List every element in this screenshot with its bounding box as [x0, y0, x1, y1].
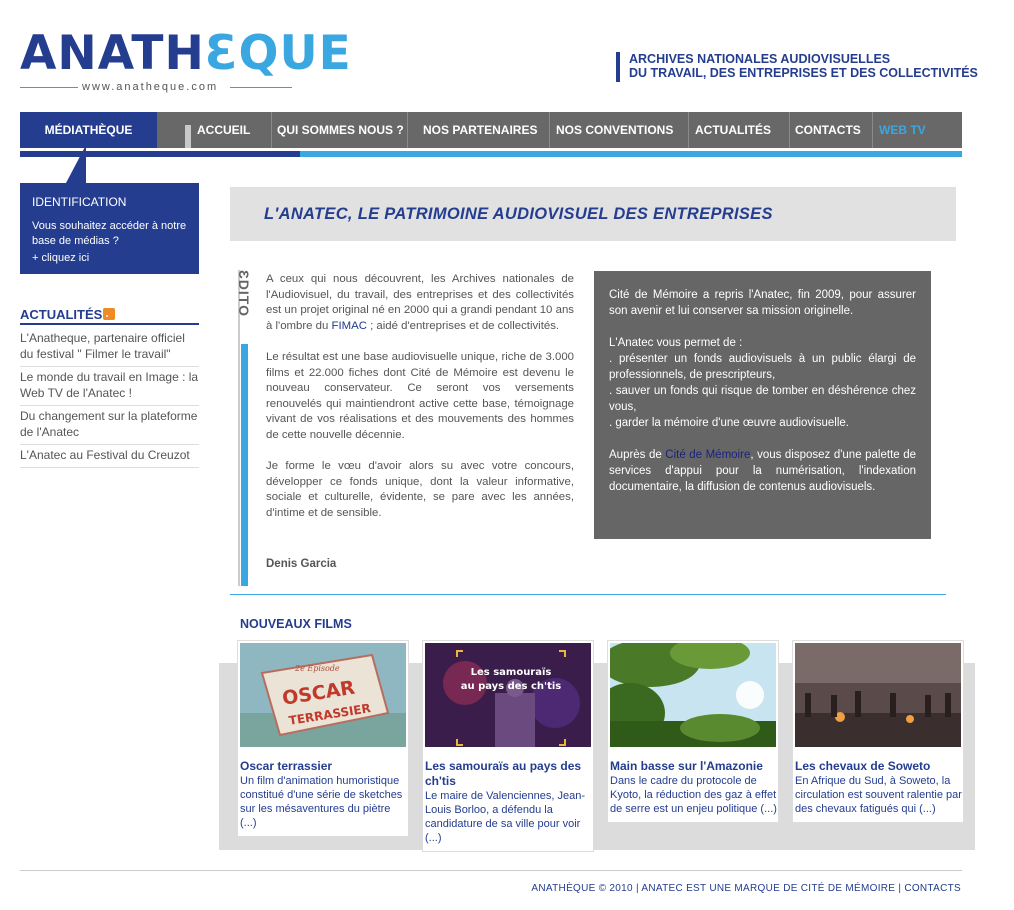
film-card[interactable] — [422, 640, 594, 852]
film-thumbnail[interactable] — [425, 643, 591, 747]
svg-text:au pays des ch'tis: au pays des ch'tis — [460, 681, 562, 692]
nav-accueil[interactable]: ACCUEIL — [197, 123, 251, 137]
rss-icon[interactable] — [103, 308, 115, 320]
film-thumbnail[interactable] — [795, 643, 961, 747]
nav-web-tv[interactable]: WEB TV — [879, 123, 926, 137]
section-divider — [230, 594, 946, 595]
svg-text:2e Episode: 2e Episode — [295, 664, 340, 673]
nav-separator — [407, 112, 408, 148]
nav-contacts[interactable]: CONTACTS — [795, 123, 861, 137]
film-title[interactable]: Oscar terrassier — [240, 759, 333, 773]
edito-bar — [241, 344, 248, 586]
nav-separator — [688, 112, 689, 148]
footer: ANATHÈQUE © 2010 | ANATEC EST UNE MARQUE DE CITÉ DE MÉMOIRE | CONTACTS — [531, 883, 961, 894]
logo-url: www.anatheque.com — [82, 81, 219, 93]
nav-separator — [549, 112, 550, 148]
logo-rule-right — [230, 87, 292, 88]
news-item[interactable]: Le monde du travail en Image : la Web TV de l'Anatec ! — [20, 367, 199, 406]
film-title[interactable]: Les samouraïs au pays des ch'tis — [425, 759, 582, 788]
svg-text:Les samouraïs: Les samouraïs — [470, 667, 552, 678]
site-tagline — [616, 52, 978, 82]
identification-text: Vous souhaitez accéder à notre base de médias ? — [32, 220, 187, 247]
main-navigation — [20, 112, 962, 148]
nav-accent-bar — [185, 125, 191, 148]
page-title: L'ANATEC, LE PATRIMOINE AUDIOVISUEL DES ENTREPRISES — [264, 205, 773, 223]
film-description: Le maire de Valenciennes, Jean-Louis Borloo, a défendu la candidature de sa ville pour voir (...) — [425, 790, 586, 844]
news-title: ACTUALITÉS — [20, 307, 103, 322]
nav-qui-sommes-nous[interactable]: QUI SOMMES NOUS ? — [277, 123, 404, 137]
news-rule — [20, 323, 199, 325]
film-thumbnail[interactable] — [240, 643, 406, 747]
identification-title: IDENTIFICATION — [32, 195, 127, 209]
film-description: En Afrique du Sud, à Soweto, la circulation est souvent ralentie par des chevaux fatigués qui (...) — [795, 775, 962, 815]
svg-text:OSCAR: OSCAR — [280, 676, 357, 710]
identification-link[interactable]: + cliquez ici — [32, 252, 90, 264]
film-title[interactable]: Main basse sur l'Amazonie — [610, 759, 763, 773]
films-section-title: NOUVEAUX FILMS — [240, 617, 352, 631]
edito-text: A ceux qui nous découvrent, les Archives nationales de l'Audiovisuel, du travail, des entreprises et des collectivités est un projet original né en 2000 qui a grandi pendant 10 ans à l'ombre du FIMAC ; aidé d'entreprises et de collectivités. Le résultat est une base audiovisuelle unique, riche de 3.000 films et 22.000 fiches dont Cité de Mémoire est devenu le nouveau conservateur. Ce seront vos versements renouvelés qui maintiendront active cette base, témoignage vivant de vos réalisations et des mouvements des hommes de cette nouvelle décennie. Je forme le vœu d'avoir alors su avec votre concours, développer ce fonds unique, dont la valeur informative, sociale et culturelle, évidente, se pare avec les années, d'intime et de sensible. — [266, 273, 574, 519]
film-card[interactable] — [607, 640, 779, 823]
film-description: Un film d'animation humoristique constitué d'une série de sketches sur les mésaventures du piètre (...) — [240, 775, 403, 829]
nav-actualites[interactable]: ACTUALITÉS — [695, 123, 771, 137]
nav-nos-conventions[interactable]: NOS CONVENTIONS — [556, 123, 674, 137]
news-item[interactable]: L'Anatec au Festival du Creuzot — [20, 445, 199, 468]
nav-nos-partenaires[interactable]: NOS PARTENAIRES — [423, 123, 538, 137]
svg-text:TERRASSIER: TERRASSIER — [287, 701, 372, 728]
edito-label: ƐDITO — [236, 270, 252, 317]
nav-pointer — [66, 145, 86, 183]
cite-de-memoire-link[interactable]: Cité de Mémoire — [665, 449, 751, 461]
nav-separator — [872, 112, 873, 148]
footer-contacts-link[interactable]: CONTACTS — [904, 883, 961, 894]
film-description: Dans le cadre du protocole de Kyoto, la réduction des gaz à effet de serre est un enjeu politique (...) — [610, 775, 777, 815]
info-box: Cité de Mémoire a repris l'Anatec, fin 2009, pour assurer son avenir et lui conserver sa mission originelle. L'Anatec vous permet de : . présenter un fonds audiovisuels à un public élargi de professionnels, de prescripteurs, . sauver un fonds qui risque de tomber en déshérence chez vous, . garder la mémoire d'une œuvre audiovisuelle. Auprès de Cité de Mémoire, vous disposez d'une palette de services d'appui pour la numérisation, l'indexation documentaire, la diffusion de contenus audiovisuels. — [594, 271, 931, 539]
news-item[interactable]: Du changement sur la plateforme de l'Anatec — [20, 406, 199, 445]
news-item[interactable]: L'Anatheque, partenaire officiel du festival " Filmer le travail" — [20, 328, 199, 367]
film-card[interactable] — [792, 640, 964, 823]
nav-mediatheque[interactable]: MÉDIATHÈQUE — [20, 112, 157, 148]
tagline-line-1: ARCHIVES NATIONALES AUDIOVISUELLES — [629, 52, 891, 66]
main-title-box — [230, 187, 956, 241]
identification-panel — [20, 183, 199, 274]
edito-signature: Denis Garcia — [266, 558, 337, 570]
nav-separator — [271, 112, 272, 148]
site-logo[interactable] — [20, 26, 352, 94]
film-title[interactable]: Les chevaux de Soweto — [795, 759, 931, 773]
film-thumbnail[interactable] — [610, 643, 776, 747]
fimac-link[interactable]: FIMAC — [331, 319, 367, 332]
nav-separator — [789, 112, 790, 148]
footer-rule — [20, 870, 962, 871]
film-card[interactable] — [237, 640, 409, 837]
tagline-line-2: DU TRAVAIL, DES ENTREPRISES ET DES COLLECTIVITÉS — [629, 66, 978, 80]
logo-wordmark: ANATHƐQUE — [20, 26, 352, 81]
logo-rule-left — [20, 87, 78, 88]
nav-underline-active — [20, 151, 300, 157]
news-list — [20, 328, 199, 468]
